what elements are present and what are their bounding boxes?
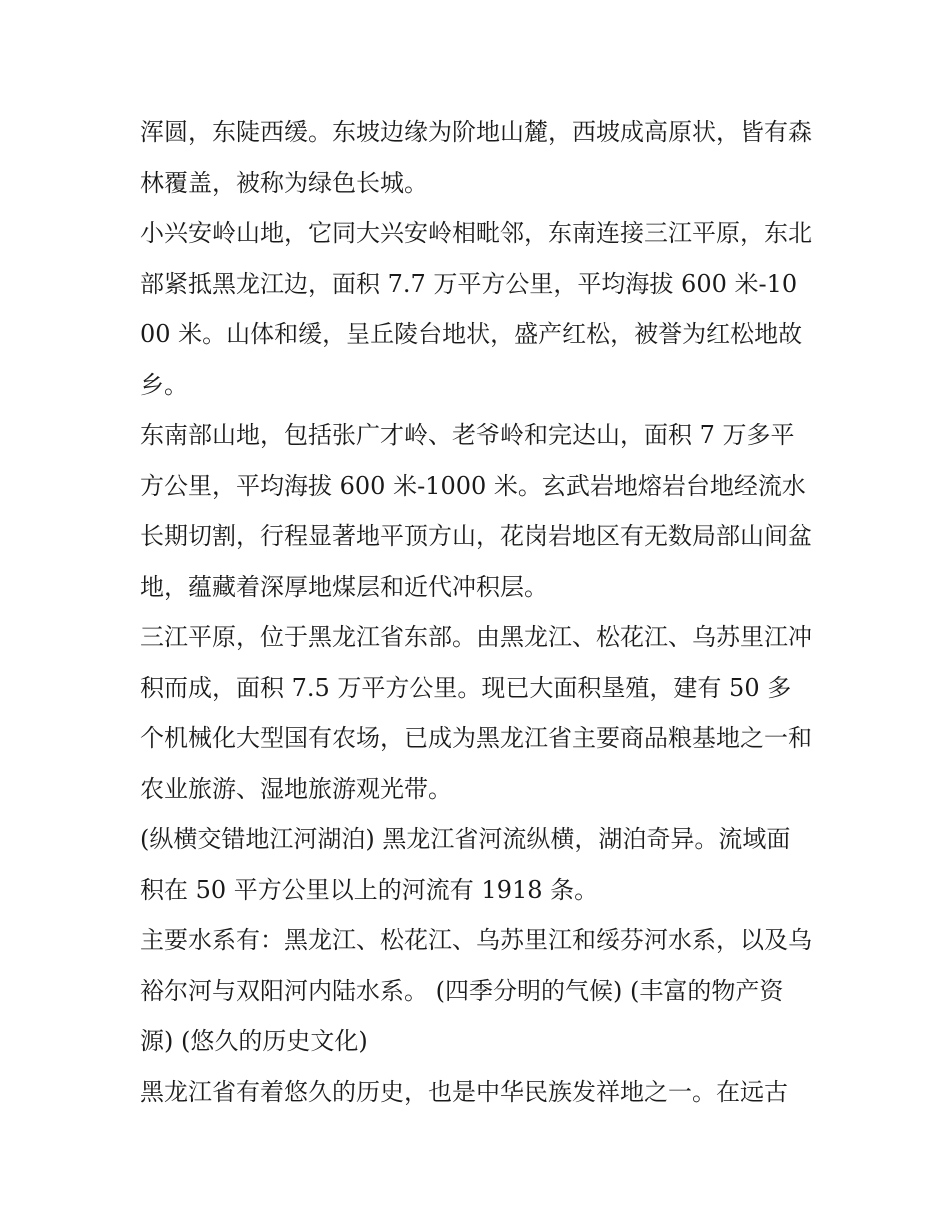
paragraph: 主要水系有：黑龙江、松花江、乌苏里江和绥芬河水系，以及乌裕尔河与双阳河内陆水系。 (四季分明的气候) (丰富的物产资源) (悠久的历史文化) bbox=[140, 926, 812, 1055]
paragraph: 三江平原，位于黑龙江省东部。由黑龙江、松花江、乌苏里江冲积而成，面积 7.5 万平方公里。现已大面积垦殖，建有 50 多个机械化大型国有农场，已成为黑龙江省主要商品粮基地之一和农业旅游、湿地旅游观光带。 bbox=[140, 623, 812, 803]
paragraph: (纵横交错地江河湖泊) 黑龙江省河流纵横，湖泊奇异。流域面积在 50 平方公里以上的河流有 1918 条。 bbox=[140, 825, 791, 904]
paragraph: 黑龙江省有着悠久的历史，也是中华民族发祥地之一。在远古 bbox=[140, 1077, 788, 1106]
paragraph: 浑圆，东陡西缓。东坡边缘为阶地山麓，西坡成高原状，皆有森林覆盖，被称为绿色长城。 bbox=[140, 118, 812, 197]
document-body bbox=[140, 107, 812, 1117]
paragraph: 东南部山地，包括张广才岭、老爷岭和完达山，面积 7 万多平方公里，平均海拔 600 米-1000 米。玄武岩地熔岩台地经流水长期切割，行程显著地平顶方山，花岗岩地区有无数局部山间盆地，蕴藏着深厚地煤层和近代冲积层。 bbox=[140, 421, 812, 601]
paragraph: 小兴安岭山地，它同大兴安岭相毗邻，东南连接三江平原，东北部紧抵黑龙江边，面积 7.7 万平方公里，平均海拔 600 米-1000 米。山体和缓，呈丘陵台地状，盛产红松，被誉为红松地故乡。 bbox=[140, 219, 812, 399]
